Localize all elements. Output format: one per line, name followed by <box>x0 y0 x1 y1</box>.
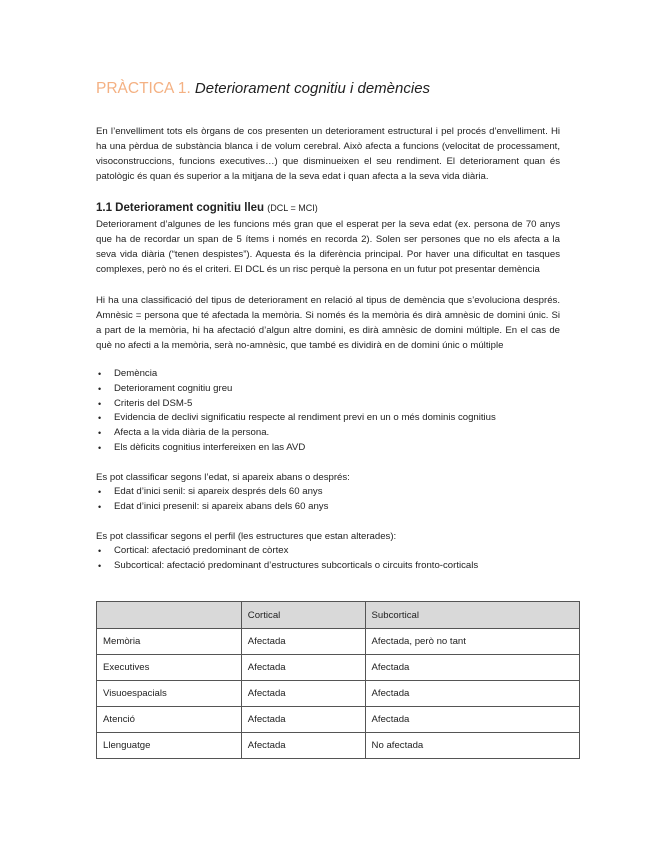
section-heading-text: 1.1 Deteriorament cognitiu lleu <box>96 202 265 214</box>
profile-intro: Es pot classificar segons el perfil (les estructures que estan alterades): <box>96 531 397 543</box>
practice-number: PRÀCTICA 1. <box>96 80 191 97</box>
comparison-table-wrapper <box>96 601 580 759</box>
criteria-list <box>96 367 560 456</box>
table-row <box>97 733 580 759</box>
section-heading-suffix: (DCL = MCI) <box>267 203 318 213</box>
table-row <box>97 629 580 655</box>
table-cell: Afectada <box>241 655 365 681</box>
list-item: • Els dèficits cognitius interfereixen en las AVD <box>96 441 560 456</box>
table-cell: Visuoespacials <box>97 681 242 707</box>
table-cell: Memòria <box>97 629 242 655</box>
table-header-cell <box>97 602 242 629</box>
table-cell: Afectada <box>241 629 365 655</box>
table-cell: Executives <box>97 655 242 681</box>
table-cell: Afectada <box>365 681 579 707</box>
section-heading <box>96 200 560 217</box>
list-item: • Edat d’inici presenil: si apareix abans dels 60 anys <box>96 500 560 515</box>
list-item: • Criteris del DSM-5 <box>96 397 560 412</box>
age-list <box>96 485 560 515</box>
table-cell: Afectada <box>365 655 579 681</box>
table-cell: Afectada <box>241 681 365 707</box>
comparison-table <box>96 601 580 759</box>
age-intro: Es pot classificar segons l’edat, si apareix abans o després: <box>96 471 350 483</box>
table-row <box>97 707 580 733</box>
intro-paragraph: En l’envelliment tots els òrgans de cos presenten un deteriorament estructural i pel procés d’envelliment. Hi ha una pèrdua de substància blanca i de volum cerebral. Això afecta a funcions (velocitat de processament, visoconstruccions, funcions executives…) que disminueixen el seu rendiment. El deteriorament quan és patològic és quan és superior a la mitjana de la seva edat i quan afecta a la seva vida diària. <box>96 126 560 182</box>
list-item: • Evidencia de declivi significatiu respecte al rendiment previ en un o més dominis cognitius <box>96 411 560 426</box>
list-item: • Afecta a la vida diària de la persona. <box>96 426 560 441</box>
table-cell: No afectada <box>365 733 579 759</box>
profile-list <box>96 544 560 574</box>
table-cell: Atenció <box>97 707 242 733</box>
dcl-paragraph: Deteriorament d’algunes de les funcions més gran que el esperat per la seva edat (ex. persona de 70 anys que ha de recordar un span de 5 ítems i només en recorda 2). Solen ser persones que no els afecta a la seva vida diària (“tenen despistes”). Aquesta és la diferència principal. Por haver una dificultat en tasques complexes, però no és el criteri. El DCL és un risc perquè la persona en un futur pot presentar demència <box>96 219 560 275</box>
practice-subtitle: Deteriorament cognitiu i demències <box>194 80 431 97</box>
table-cell: Afectada, però no tant <box>365 629 579 655</box>
list-item: • Cortical: afectació predominant de còrtex <box>96 544 560 559</box>
document-page <box>96 78 560 574</box>
table-cell: Llenguatge <box>97 733 242 759</box>
classification-paragraph: Hi ha una classificació del tipus de deteriorament en relació al tipus de demència que s’evoluciona després. Amnèsic = persona que té afectada la memòria. Si només és la memòria és dirà amnèsic de domini únic. Si a part de la memòria, hi ha afectació d’algun altre domini, es dirà amnèsic de domini múltiple. En el cas de què no afecti a la memòria, serà no-amnèsic, que també es dividirà en de domini únic o múltiple <box>96 295 560 351</box>
table-header-cell: Subcortical <box>365 602 579 629</box>
page-title <box>96 78 560 100</box>
table-cell: Afectada <box>241 733 365 759</box>
list-item: • Edat d’inici senil: si apareix després dels 60 anys <box>96 485 560 500</box>
list-item: • Subcortical: afectació predominant d’estructures subcorticals o circuits fronto-corticals <box>96 559 560 574</box>
table-row <box>97 655 580 681</box>
table-cell: Afectada <box>365 707 579 733</box>
list-item: • Demència <box>96 367 560 382</box>
table-cell: Afectada <box>241 707 365 733</box>
table-header-row <box>97 602 580 629</box>
table-header-cell: Cortical <box>241 602 365 629</box>
list-item: • Deteriorament cognitiu greu <box>96 382 560 397</box>
table-row <box>97 681 580 707</box>
